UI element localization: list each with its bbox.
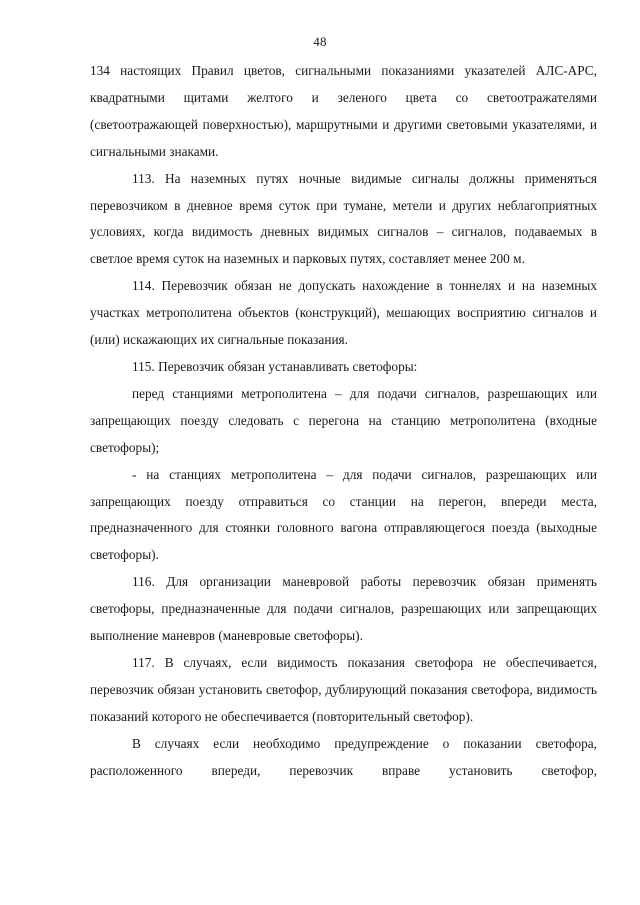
paragraph-113: 113. На наземных путях ночные видимые сигналы должны применяться перевозчиком в дневное время суток при тумане, метели и других неблагоприятных условиях, когда видимость дневных видимых сигналов – сигналов, подаваемых в светлое время суток на наземных и парковых путях, составляет менее 200 м. <box>90 170 597 267</box>
paragraph-warning-signal: В случаях если необходимо предупреждение о показании светофора, расположенного впереди, перевозчик вправе установить светофор, <box>90 735 597 778</box>
paragraph-entry-signals: перед станциями метрополитена – для подачи сигналов, разрешающих или запрещающих поезду следовать с перегона на станцию метрополитена (входные светофоры); <box>90 385 597 455</box>
paragraph-1: 134 настоящих Правил цветов, сигнальными показаниями указателей АЛС-АРС, квадратными щитами желтого и зеленого цвета со светоотражателями (светоотражающей поверхностью), маршрутными и другими световыми указателями, и сигнальными знаками. <box>90 63 597 159</box>
paragraph-115: 115. Перевозчик обязан устанавливать светофоры: <box>132 358 418 374</box>
paragraph-exit-signals: - на станциях метрополитена – для подачи сигналов, разрешающих или запрещающих поезду отправиться со станции на перегон, впереди места, предназначенного для стоянки головного вагона отправляющегося поезда (выходные светофоры). <box>90 466 597 563</box>
page-number: 48 <box>313 34 327 49</box>
paragraph-114: 114. Перевозчик обязан не допускать нахождение в тоннелях и на наземных участках метрополитена объектов (конструкций), мешающих восприятию сигналов и (или) искажающих их сигнальные показания. <box>90 278 597 348</box>
paragraph-116: 116. Для организации маневровой работы перевозчик обязан применять светофоры, предназначенные для подачи сигналов, разрешающих или запрещающих выполнение маневров (маневровые светофоры). <box>90 574 597 644</box>
paragraph-117: 117. В случаях, если видимость показания светофора не обеспечивается, перевозчик обязан установить светофор, дублирующий показания светофора, видимость показаний которого не обеспечивается (повторительный светофор). <box>90 654 597 724</box>
body-text <box>90 58 597 784</box>
